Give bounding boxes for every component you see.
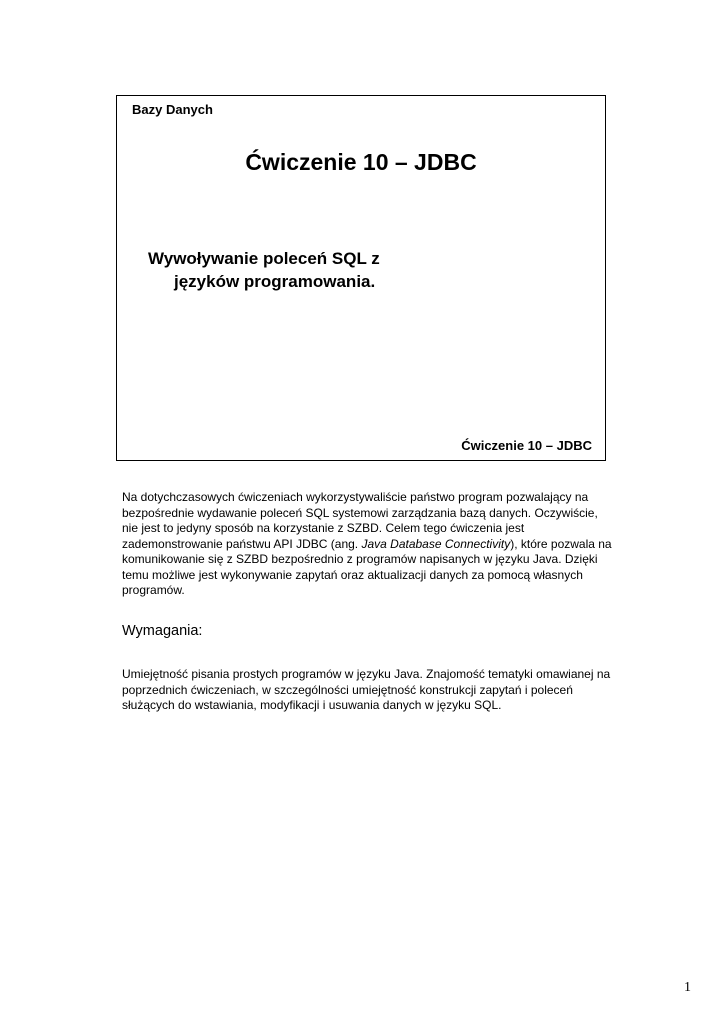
requirements-paragraph: Umiejętność pisania prostych programów w języku Java. Znajomość tematyki omawianej na poprzednich ćwiczeniach, w szczególności umiejętność konstrukcji zapytań i poleceń służących do wstawiania, modyfikacji i usuwania danych w języku SQL. (122, 667, 611, 712)
slide-footer: Ćwiczenie 10 – JDBC (461, 438, 592, 453)
slide-frame (116, 95, 606, 461)
page-number: 1 (684, 980, 691, 995)
slide-subtitle (148, 247, 380, 293)
intro-paragraph (122, 490, 612, 599)
slide-subtitle-line2: języków programowania. (174, 272, 376, 291)
intro-text-part2: ), które pozwala na komunikowanie się z SZBD bezpośrednio z programów napisanych w języku Java. Dzięki temu możliwe jest wykonywanie zapytań oraz aktualizacji danych za pomocą własnych programów. (122, 536, 612, 597)
slide-subtitle-line1: Wywoływanie poleceń SQL z (148, 249, 380, 268)
slide-header: Bazy Danych (132, 102, 213, 117)
intro-text-part1: Na dotychczasowych ćwiczeniach wykorzystywaliście państwo program pozwalający na bezpośrednie wydawanie poleceń SQL systemowi zarządzania bazą danych. Oczywiście, nie jest to jedyny sposób na korzystanie z SZBD. Celem tego ćwiczenia jest zademonstrowanie państwu API JDBC (ang. (122, 490, 598, 551)
requirements-heading: Wymagania: (122, 623, 203, 639)
intro-text-italic: Java Database Connectivity (361, 536, 511, 551)
slide-title: Ćwiczenie 10 – JDBC (245, 149, 477, 175)
